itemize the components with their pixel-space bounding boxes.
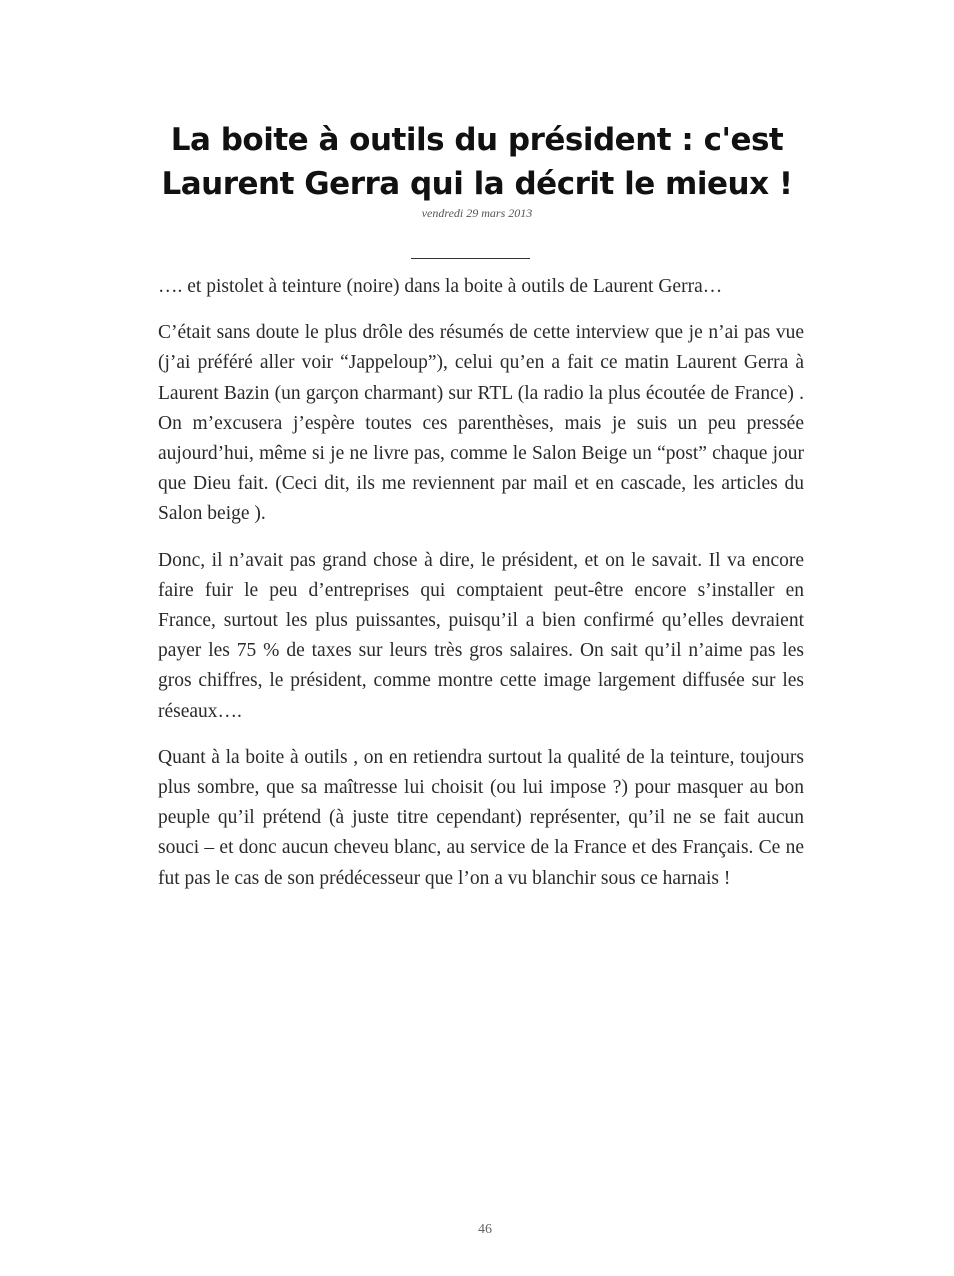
title-separator [411,258,530,259]
article-body [158,272,804,910]
article-date: vendredi 29 mars 2013 [421,206,533,220]
paragraph-1: …. et pistolet à teinture (noire) dans la boite à outils de Laurent Gerra… [158,276,723,297]
paragraph-4: Quant à la boite à outils , on en retiendra surtout la qualité de la teinture, toujours plus sombre, que sa maîtresse lui choisit (ou lui impose ?) pour masquer au bon peuple qu’il prétend (à juste titre cependant) représenter, qu’il ne se fait aucun souci – et donc aucun cheveu blanc, au service de la France et des Français. Ce ne fut pas le cas de son prédécesseur que l’on a vu blanchir sous ce harnais ! [158,746,804,889]
article-title: La boite à outils du président : c'est Laurent Gerra qui la décrit le mieux ! [161,122,793,202]
page-number: 46 [478,1222,492,1237]
paragraph-2: C’était sans doute le plus drôle des résumés de cette interview que je n’ai pas vue (j’ai préféré aller voir “Jappeloup”), celui qu’en a fait ce matin Laurent Gerra à Laurent Bazin (un garçon charmant) sur RTL (la radio la plus écoutée de France) . On m’excusera j’espère toutes ces parenthèses, mais je suis un peu pressée aujourd’hui, même si je ne livre pas, comme le Salon Beige un “post” chaque jour que Dieu fait. (Ceci dit, ils me reviennent par mail et en cascade, les articles du Salon beige ). [158,322,804,525]
paragraph-3: Donc, il n’avait pas grand chose à dire, le président, et on le savait. Il va encore faire fuir le peu d’entreprises qui comptaient peut-être encore s’installer en France, surtout les plus puissantes, puisqu’il a bien confirmé qu’elles devraient payer les 75 % de taxes sur leurs très gros salaires. On sait qu’il n’aime pas les gros chiffres, le président, comme montre cette image largement diffusée sur les réseaux…. [158,549,804,722]
